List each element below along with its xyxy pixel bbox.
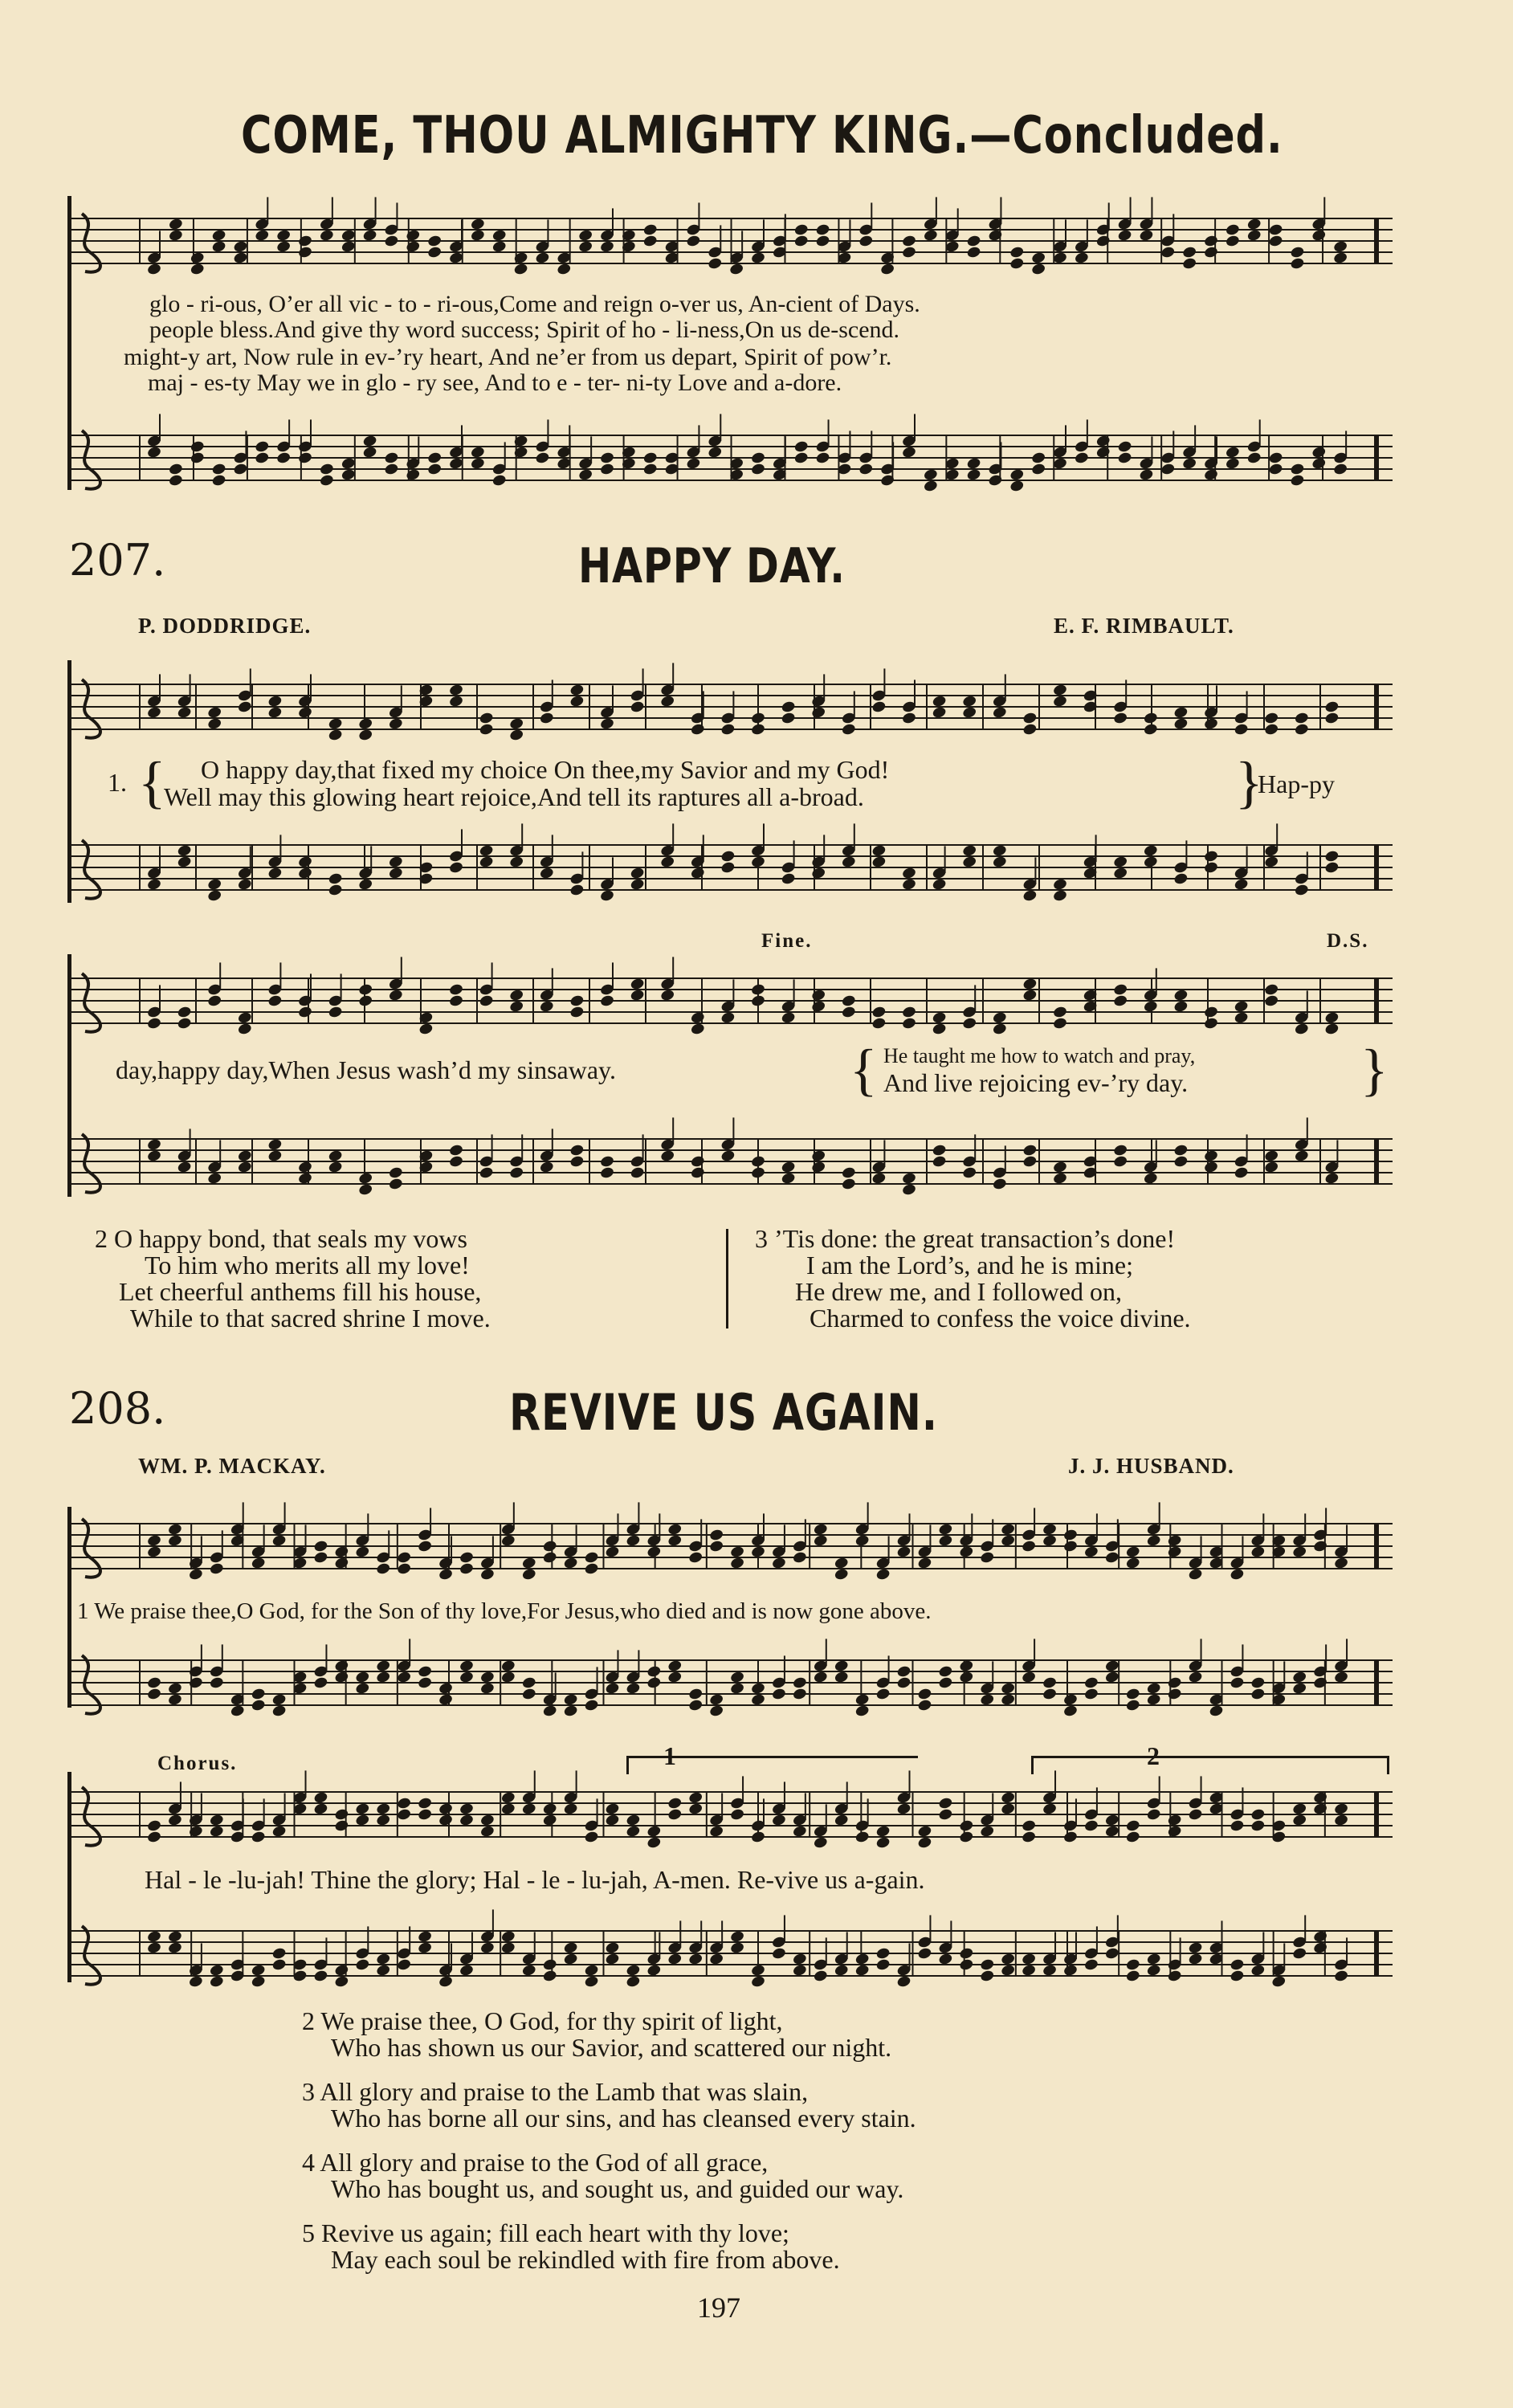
verse-5 bbox=[302, 2220, 840, 2273]
verse-line: 4 All glory and praise to the God of all grace, bbox=[302, 2148, 769, 2177]
verse-line: 2 O happy bond, that seals my vows bbox=[95, 1224, 467, 1253]
verse-line: I am the Lord’s, and he is mine; bbox=[806, 1251, 1134, 1280]
verse-number: 1. bbox=[108, 768, 127, 797]
brace-line bbox=[67, 1507, 71, 1708]
lyric-line-1: O happy day,that fixed my choice On thee,my Savior and my God! bbox=[201, 755, 890, 784]
chorus-line: Hal - le -lu-jah! Thine the glory; Hal - le - lu-jah, A-men. Re-vive us a-gain. bbox=[145, 1865, 925, 1894]
verse-line: Who has borne all our sins, and has cleansed every stain. bbox=[331, 2104, 916, 2133]
hymn-number: 207. bbox=[69, 535, 166, 586]
refrain-line-b2: And live rejoicing ev-’ry day. bbox=[883, 1068, 1189, 1097]
staff-treble bbox=[67, 193, 1393, 289]
verse-line: He drew me, and I followed on, bbox=[795, 1277, 1122, 1306]
lyric-line-3: might-y art, Now rule in ev-’ry heart, And ne’er from us depart, Spirit of pow’r. bbox=[124, 344, 892, 370]
verse-line: Who has shown us our Savior, and scattered our night. bbox=[331, 2033, 892, 2062]
verse-line: To him who merits all my love! bbox=[145, 1251, 470, 1280]
staff-bass bbox=[67, 402, 1393, 514]
hymn-number: 208. bbox=[69, 1383, 166, 1434]
verse-line: While to that sacred shrine I move. bbox=[130, 1304, 491, 1333]
verse-line: 5 Revive us again; fill each heart with thy love; bbox=[302, 2218, 789, 2247]
hymn-title: REVIVE US AGAIN. bbox=[509, 1383, 938, 1442]
refrain-line-b1: He taught me how to watch and pray, bbox=[883, 1044, 1196, 1067]
ds-label: D.S. bbox=[1327, 930, 1369, 952]
brace-line bbox=[67, 954, 71, 1197]
lyric-line-4: maj - es-ty May we in glo - ry see, And to e - ter- ni-ty Love and a-dore. bbox=[148, 369, 842, 396]
staff-bass bbox=[67, 1105, 1393, 1218]
staff-bass bbox=[67, 811, 1393, 924]
ending-number-2: 2 bbox=[1147, 1741, 1161, 1770]
staff-treble bbox=[67, 1762, 1393, 1867]
verse-line: 2 We praise thee, O God, for thy spirit of light, bbox=[302, 2006, 783, 2035]
refrain-line: day,happy day,When Jesus wash’d my sinsaway. bbox=[116, 1055, 616, 1084]
brace-line bbox=[67, 660, 71, 903]
verse-line: 3 ’Tis done: the great transaction’s done! bbox=[755, 1224, 1176, 1253]
staff-bass bbox=[67, 1897, 1393, 2010]
verse-3 bbox=[302, 2079, 916, 2132]
page-title: COME, THOU ALMIGHTY KING.—Concluded. bbox=[241, 106, 1283, 165]
ending-number-1: 1 bbox=[663, 1741, 678, 1770]
brace-line bbox=[67, 196, 71, 490]
verse-3 bbox=[755, 1226, 1397, 1332]
verse-2 bbox=[90, 1226, 716, 1332]
brace-close: } bbox=[1360, 1038, 1389, 1102]
verse-line: Who has bought us, and sought us, and guided our way. bbox=[331, 2174, 904, 2203]
lyric-line-2: Well may this glowing heart rejoice,And tell its raptures all a-broad. bbox=[164, 782, 864, 811]
staff-treble bbox=[67, 953, 1393, 1049]
verse-line: 1 We praise thee,O God, for the Son of thy love,For Jesus,who died and is now gone above. bbox=[77, 1598, 932, 1624]
verse-line: Charmed to confess the voice divine. bbox=[810, 1304, 1191, 1333]
composer: E. F. RIMBAULT. bbox=[1054, 614, 1234, 638]
brace-open: { bbox=[138, 750, 166, 814]
staff-treble bbox=[67, 1494, 1393, 1598]
brace-line bbox=[67, 1772, 71, 1982]
lyric-tail: Hap-py bbox=[1258, 769, 1335, 798]
staff-bass bbox=[67, 1631, 1393, 1735]
composer: J. J. HUSBAND. bbox=[1068, 1454, 1234, 1478]
lyric-line-1: glo - ri-ous, O’er all vic - to - ri-ous,Come and reign o-ver us, An-cient of Days. bbox=[149, 291, 920, 317]
brace-open: { bbox=[850, 1038, 878, 1102]
staff-treble bbox=[67, 659, 1393, 755]
verse-2 bbox=[302, 2008, 891, 2061]
fine-label: Fine. bbox=[761, 930, 813, 952]
author: P. DODDRIDGE. bbox=[138, 614, 312, 638]
verse-line: Let cheerful anthems fill his house, bbox=[119, 1277, 482, 1306]
column-divider bbox=[726, 1229, 728, 1328]
verse-line: May each soul be rekindled with fire from above. bbox=[331, 2245, 840, 2274]
brace-close: } bbox=[1235, 750, 1263, 814]
verse-line: 3 All glory and praise to the Lamb that was slain, bbox=[302, 2077, 809, 2106]
lyric-line-2: people bless.And give thy word success; Spirit of ho - li-ness,On us de-scend. bbox=[149, 316, 900, 343]
hymn-title: HAPPY DAY. bbox=[578, 538, 846, 594]
author: WM. P. MACKAY. bbox=[138, 1454, 326, 1478]
verse-4 bbox=[302, 2149, 903, 2202]
page-number: 197 bbox=[697, 2292, 740, 2324]
chorus-label: Chorus. bbox=[157, 1753, 238, 1774]
